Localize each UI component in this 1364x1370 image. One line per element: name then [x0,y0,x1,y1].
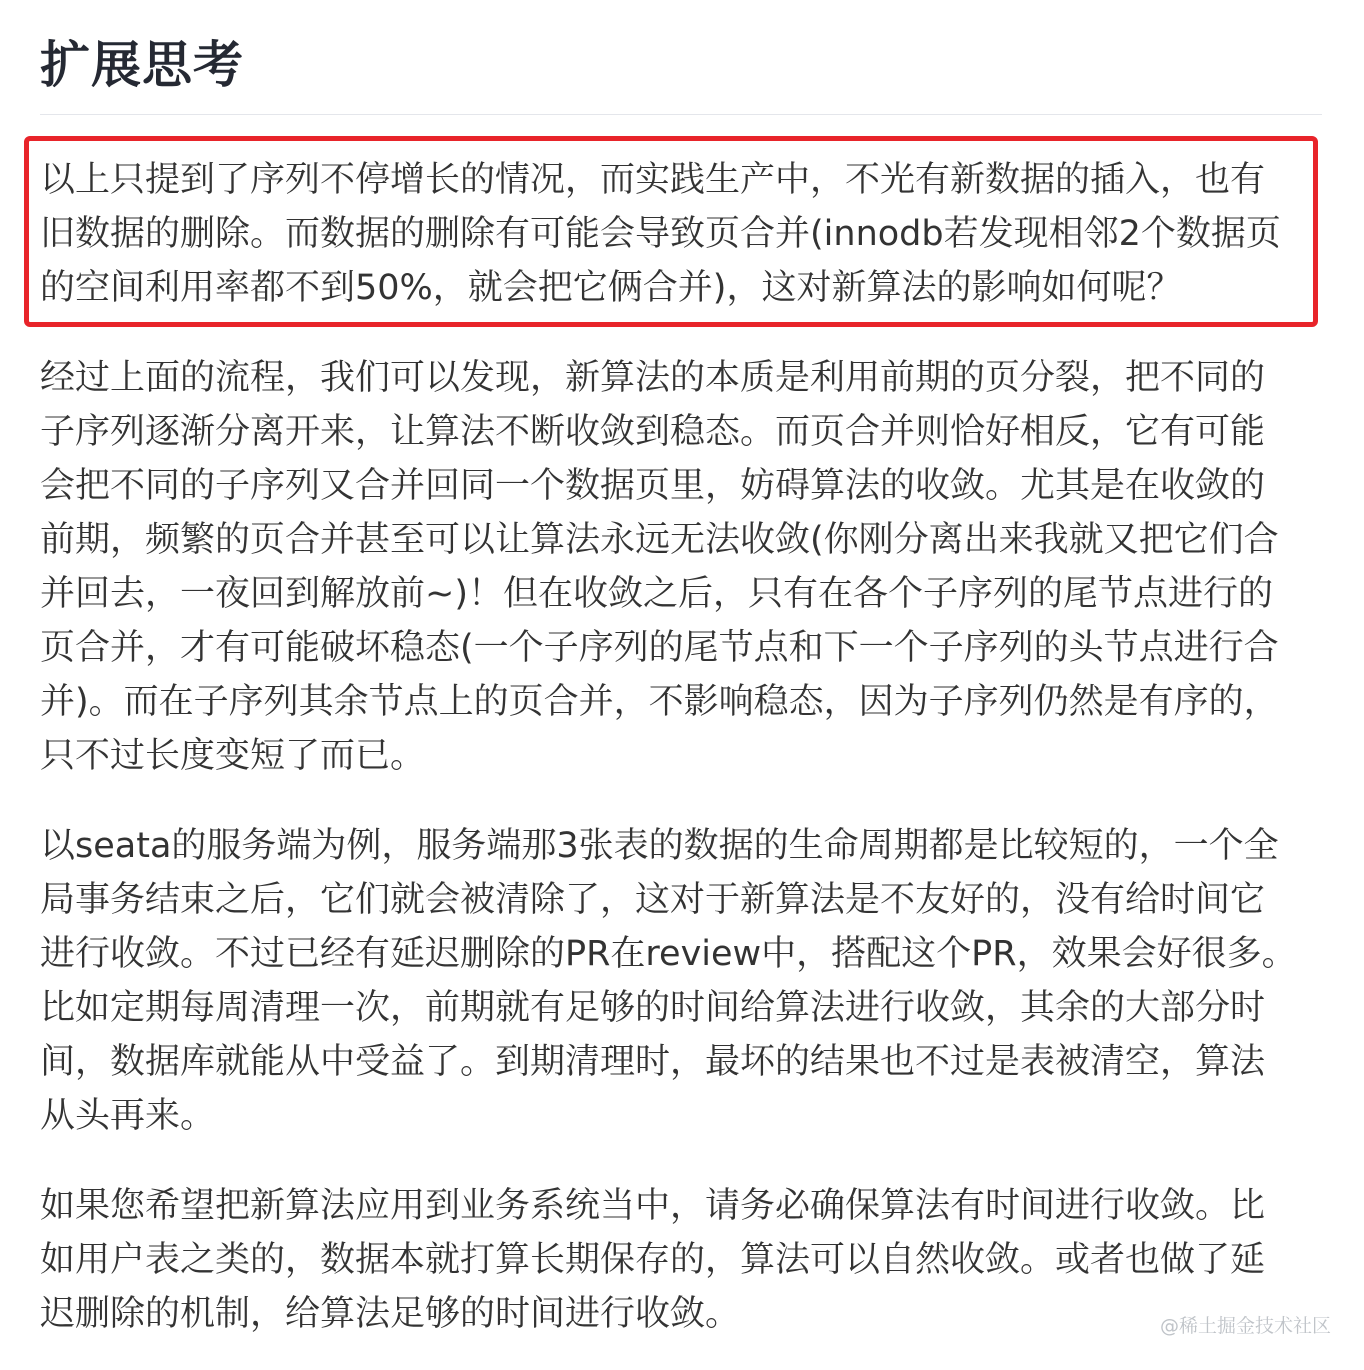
paragraph [40,351,1279,783]
paragraph [40,1179,1265,1341]
red-highlight-box [24,136,1318,327]
paragraph-line: 如用户表之类的，数据本就打算长期保存的，算法可以自然收敛。或者也做了延 [40,1240,1266,1280]
paragraph-line: 迟删除的机制，给算法足够的时间进行收敛。 [40,1294,741,1334]
paragraph-line: 页合并，才有可能破坏稳态(一个子序列的尾节点和下一个子序列的头节点进行合 [40,628,1279,668]
paragraph-line: 以seata的服务端为例，服务端那3张表的数据的生命周期都是比较短的，一个全 [40,826,1279,866]
paragraph [40,819,1297,1143]
paragraph-line: 的空间利用率都不到50%，就会把它俩合并)，这对新算法的影响如何呢？ [40,268,1182,308]
paragraph-line: 前期，频繁的页合并甚至可以让算法永远无法收敛(你刚分离出来我就又把它们合 [40,520,1279,560]
paragraph-line: 以上只提到了序列不停增长的情况，而实践生产中，不光有新数据的插入，也有 [40,160,1266,200]
paragraph-line: 旧数据的删除。而数据的删除有可能会导致页合并(innodb若发现相邻2个数据页 [40,214,1281,254]
paragraph-line: 经过上面的流程，我们可以发现，新算法的本质是利用前期的页分裂，把不同的 [40,358,1266,398]
paragraph-line: 子序列逐渐分离开来，让算法不断收敛到稳态。而页合并则恰好相反，它有可能 [40,412,1266,452]
watermark: @稀土掘金技术社区 [1159,1315,1331,1337]
paragraph-line: 并回去，一夜回到解放前~)！但在收敛之后，只有在各个子序列的尾节点进行的 [40,574,1273,614]
paragraph-line: 进行收敛。不过已经有延迟删除的PR在review中，搭配这个PR，效果会好很多。 [40,934,1297,974]
paragraph-line: 并)。而在子序列其余节点上的页合并，不影响稳态，因为子序列仍然是有序的， [40,682,1279,722]
paragraph-line: 如果您希望把新算法应用到业务系统当中，请务必确保算法有时间进行收敛。比 [40,1186,1266,1226]
section-heading: 扩展思考 [40,0,1322,115]
paragraph-line: 局事务结束之后，它们就会被清除了，这对于新算法是不友好的，没有给时间它 [40,880,1266,920]
paragraph-line: 间，数据库就能从中受益了。到期清理时，最坏的结果也不过是表被清空，算法 [40,1042,1266,1082]
paragraph-line: 只不过长度变短了而已。 [40,736,426,776]
paragraph-line: 会把不同的子序列又合并回同一个数据页里，妨碍算法的收敛。尤其是在收敛的 [40,466,1266,506]
paragraph-line: 比如定期每周清理一次，前期就有足够的时间给算法进行收敛，其余的大部分时 [40,988,1266,1028]
paragraph-line: 从头再来。 [40,1096,216,1136]
